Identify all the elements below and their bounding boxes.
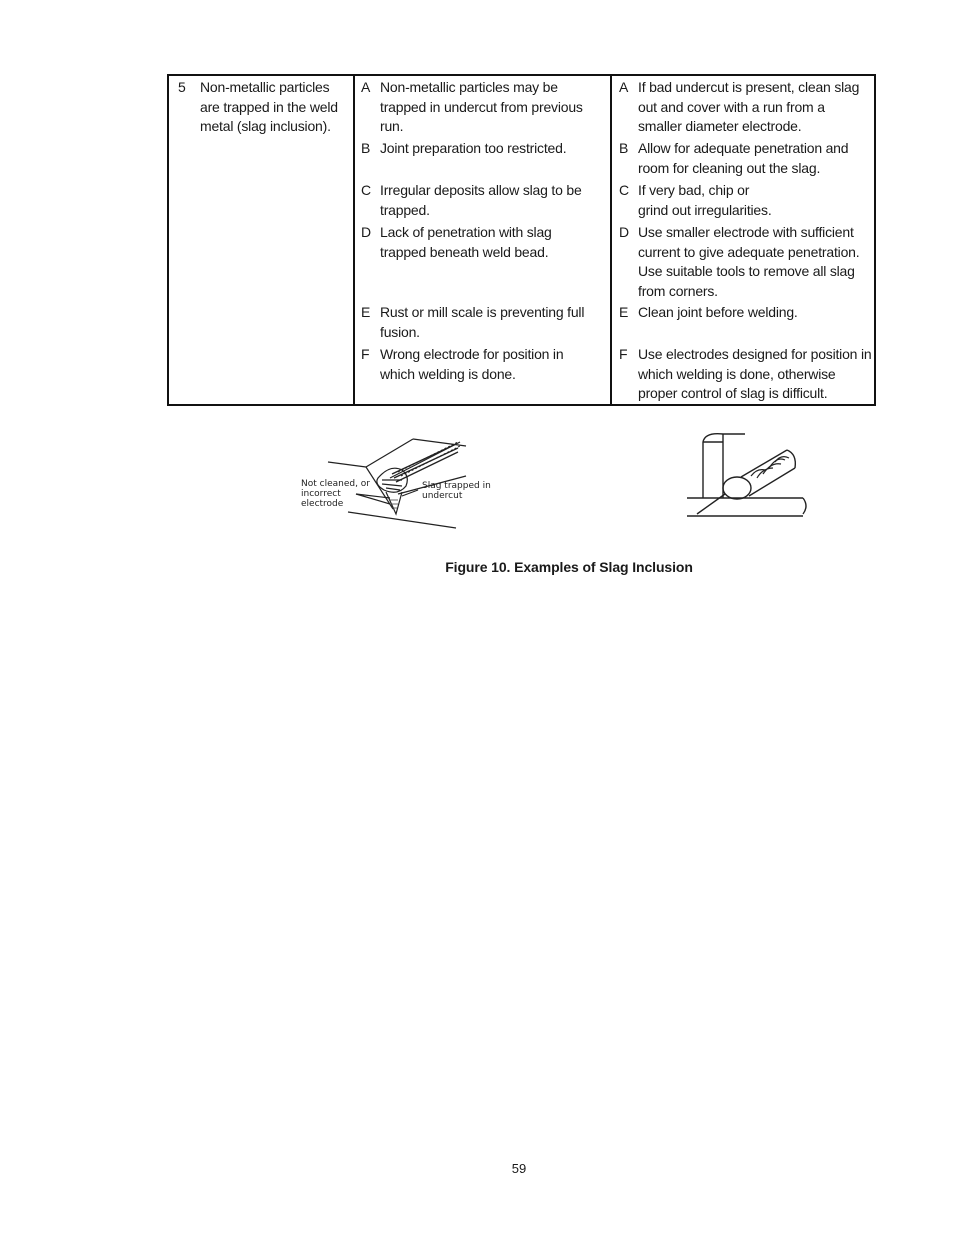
causes-column: A Non-metallic particles may be trapped in undercut from previous run. B Joint preparation too restricted. C Irregular deposits allow slag to be trapped. D Lack of penetration with slag trapped beneath weld bead. E Rust or mill scale is preventing full fusion. F Wrong electrode for position in which welding is done. <box>354 76 612 404</box>
label-slag-trapped: Slag trapped in undercut <box>422 481 491 501</box>
fillet-weld-illustration <box>685 428 815 524</box>
troubleshooting-table <box>167 74 876 406</box>
problem-column <box>169 76 355 404</box>
page-number: 59 <box>511 1161 527 1176</box>
problem-text: Non-metallic particles are trapped in the weld metal (slag inclusion). <box>200 79 338 134</box>
remedies-column: A If bad undercut is present, clean slag out and cover with a run from a smaller diameter electrode. B Allow for adequate penetration and room for cleaning out the slag. C If very bad, chip or grind out irregularities. D Use smaller electrode with sufficient current to give adequate penetration. Use suitable tools to remove all slag from corners. E Clean joint before welding. F Use electrodes designed for position in which welding is done, otherwise proper control of slag is difficult. <box>619 79 872 401</box>
row-number: 5 <box>178 79 186 95</box>
label-not-cleaned: Not cleaned, or incorrect electrode <box>301 479 371 509</box>
figure-caption: Figure 10. Examples of Slag Inclusion <box>445 559 693 575</box>
